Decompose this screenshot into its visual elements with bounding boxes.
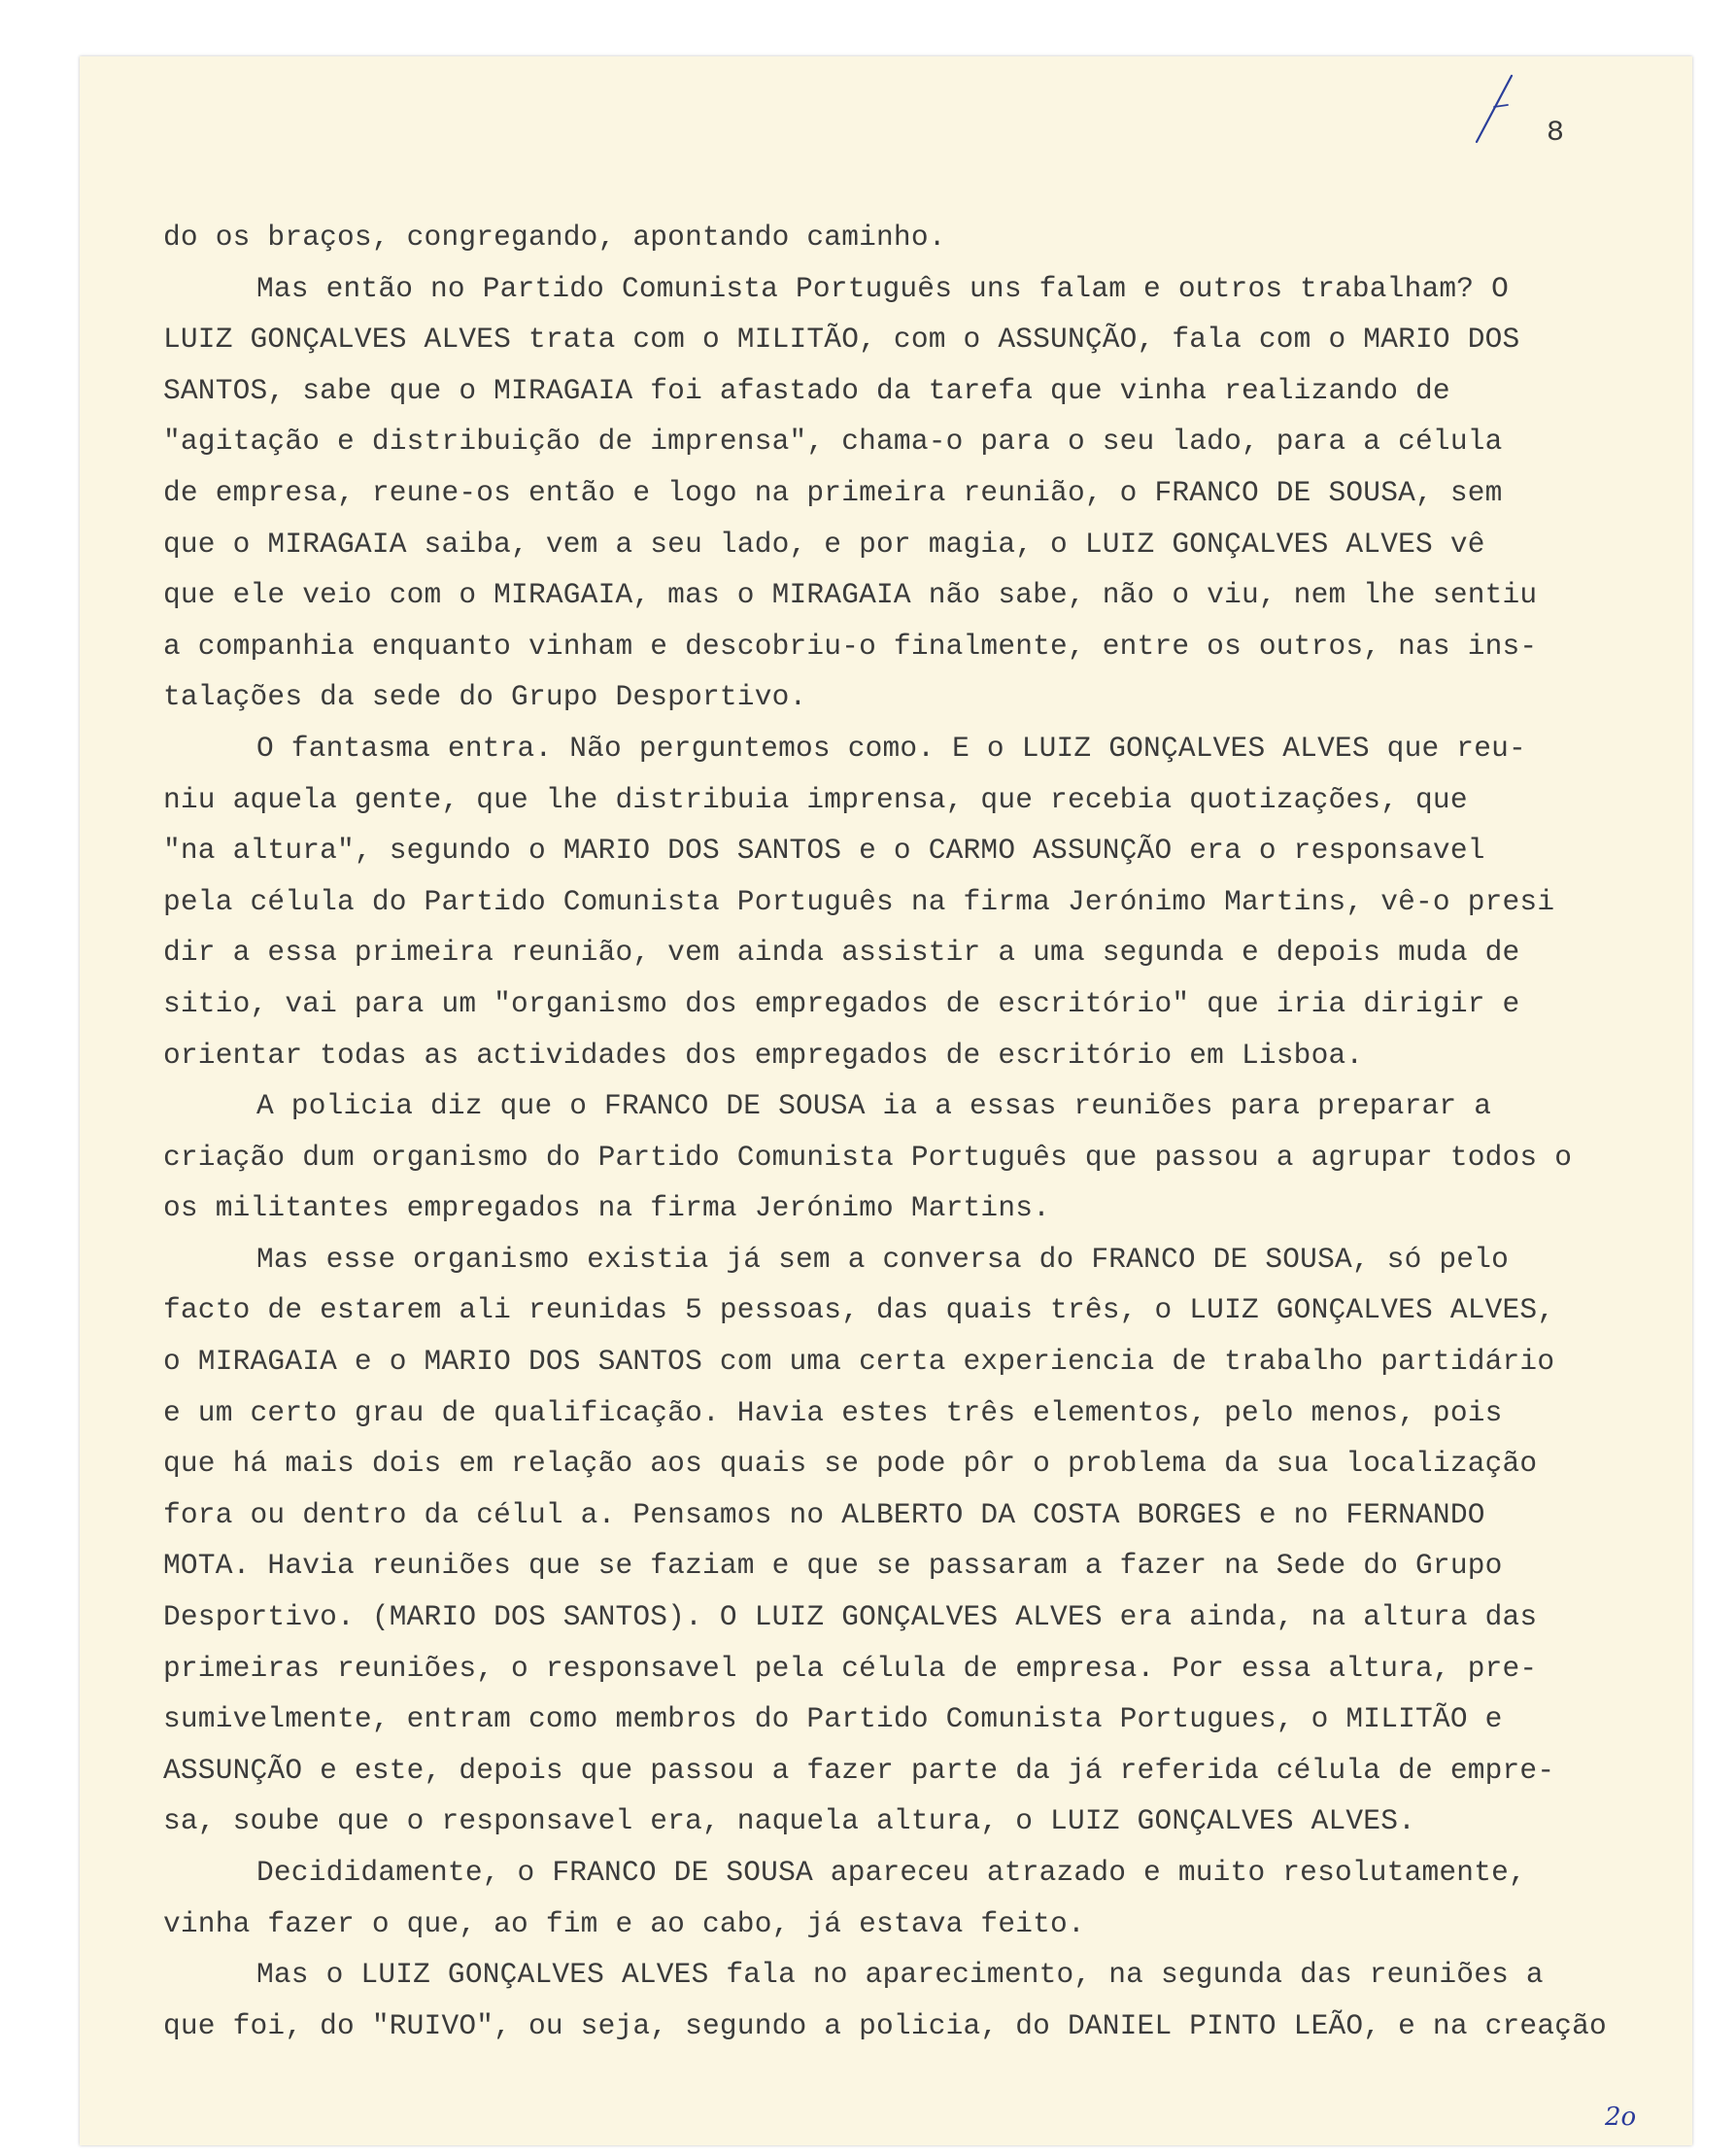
text-line: do os braços, congregando, apontando caminho. bbox=[163, 221, 946, 254]
handwritten-note: 2o bbox=[1605, 2103, 1637, 2132]
text-line: MOTA. Havia reuniões que se faziam e que se passaram a fazer na Sede do Grupo bbox=[163, 1549, 1503, 1583]
text-line: facto de estarem ali reunidas 5 pessoas, das quais três, o LUIZ GONÇALVES ALVES, bbox=[163, 1293, 1555, 1327]
text-line: vinha fazer o que, ao fim e ao cabo, já estava feito. bbox=[163, 1906, 1085, 1940]
text-line: Mas o LUIZ GONÇALVES ALVES fala no aparecimento, na segunda das reuniões a bbox=[256, 1958, 1544, 1992]
text-line: sitio, vai para um "organismo dos empregados de escritório" que iria dirigir e bbox=[163, 986, 1520, 1020]
text-line: niu aquela gente, que lhe distribuia imprensa, que recebia quotizações, que bbox=[163, 782, 1468, 816]
text-line: os militantes empregados na firma Jerónimo Martins. bbox=[163, 1191, 1051, 1225]
text-line: dir a essa primeira reunião, vem ainda assistir a uma segunda e depois muda de bbox=[163, 936, 1520, 970]
text-line: Desportivo. (MARIO DOS SANTOS). O LUIZ GONÇALVES ALVES era ainda, na altura das bbox=[163, 1600, 1538, 1634]
text-line: talações da sede do Grupo Desportivo. bbox=[163, 680, 807, 714]
text-line: "agitação e distribuição de imprensa", chama-o para o seu lado, para a célula bbox=[163, 425, 1503, 459]
text-line: fora ou dentro da célul a. Pensamos no ALBERTO DA COSTA BORGES e no FERNANDO bbox=[163, 1497, 1485, 1531]
document-page bbox=[80, 56, 1692, 2145]
text-line: LUIZ GONÇALVES ALVES trata com o MILITÃO, com o ASSUNÇÃO, fala com o MARIO DOS bbox=[163, 323, 1520, 357]
text-line: que há mais dois em relação aos quais se pode pôr o problema da sua localização bbox=[163, 1447, 1538, 1481]
text-line: ASSUNÇÃO e este, depois que passou a fazer parte da já referida célula de empre- bbox=[163, 1753, 1555, 1787]
text-line: primeiras reuniões, o responsavel pela célula de empresa. Por essa altura, pre- bbox=[163, 1651, 1538, 1685]
pen-stroke-mark bbox=[1469, 66, 1527, 154]
text-line: sumivelmente, entram como membros do Partido Comunista Portugues, o MILITÃO e bbox=[163, 1702, 1503, 1736]
text-line: O fantasma entra. Não perguntemos como. E o LUIZ GONÇALVES ALVES que reu- bbox=[256, 731, 1526, 765]
text-line: Mas então no Partido Comunista Português uns falam e outros trabalham? O bbox=[256, 271, 1510, 305]
text-line: SANTOS, sabe que o MIRAGAIA foi afastado da tarefa que vinha realizando de bbox=[163, 373, 1450, 407]
page-number: 8 bbox=[1547, 117, 1565, 150]
text-line: a companhia enquanto vinham e descobriu-o finalmente, entre os outros, nas ins- bbox=[163, 629, 1538, 663]
text-line: orientar todas as actividades dos empregados de escritório em Lisboa. bbox=[163, 1038, 1364, 1072]
text-line: que ele veio com o MIRAGAIA, mas o MIRAGAIA não sabe, não o viu, nem lhe sentiu bbox=[163, 578, 1538, 612]
text-line: que o MIRAGAIA saiba, vem a seu lado, e por magia, o LUIZ GONÇALVES ALVES vê bbox=[163, 527, 1485, 561]
text-line: sa, soube que o responsavel era, naquela altura, o LUIZ GONÇALVES ALVES. bbox=[163, 1804, 1416, 1838]
text-line: que foi, do "RUIVO", ou seja, segundo a policia, do DANIEL PINTO LEÃO, e na creação bbox=[163, 2008, 1607, 2042]
text-line: Decididamente, o FRANCO DE SOUSA apareceu atrazado e muito resolutamente, bbox=[256, 1856, 1526, 1889]
text-line: criação dum organismo do Partido Comunista Português que passou a agrupar todos o bbox=[163, 1140, 1573, 1174]
text-line: A policia diz que o FRANCO DE SOUSA ia a essas reuniões para preparar a bbox=[256, 1089, 1492, 1123]
text-line: "na altura", segundo o MARIO DOS SANTOS e o CARMO ASSUNÇÃO era o responsavel bbox=[163, 834, 1485, 868]
text-line: Mas esse organismo existia já sem a conversa do FRANCO DE SOUSA, só pelo bbox=[256, 1242, 1510, 1276]
text-line: e um certo grau de qualificação. Havia estes três elementos, pelo menos, pois bbox=[163, 1395, 1503, 1429]
text-line: pela célula do Partido Comunista Português na firma Jerónimo Martins, vê-o presi bbox=[163, 884, 1555, 918]
text-line: de empresa, reune-os então e logo na primeira reunião, o FRANCO DE SOUSA, sem bbox=[163, 475, 1503, 509]
text-line: o MIRAGAIA e o MARIO DOS SANTOS com uma certa experiencia de trabalho partidário bbox=[163, 1345, 1555, 1379]
typewritten-text bbox=[163, 212, 1688, 2051]
